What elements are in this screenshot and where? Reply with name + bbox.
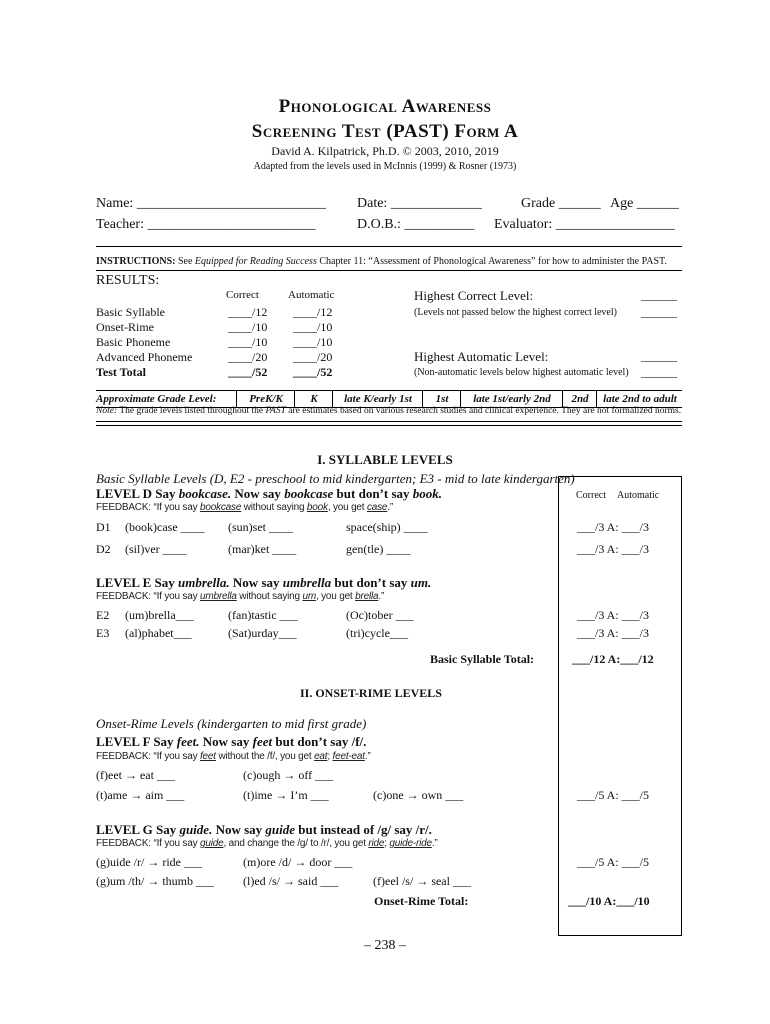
feedback-text: .” (431, 838, 438, 849)
page-number: – 238 – (364, 938, 406, 953)
feedback-text: , and change the /g/ to /r/, you get (223, 838, 369, 849)
feedback-text: ; (384, 838, 390, 849)
highest-correct-blank-2[interactable]: ______ (641, 305, 677, 319)
feedback-text: FEEDBACK: “If you say (96, 751, 200, 762)
item-id: D1 (96, 520, 111, 534)
level-g-mid: Now say (212, 822, 263, 837)
dob-field[interactable]: D.O.B.: __________ (357, 217, 475, 232)
results-row-label: Basic Phoneme (96, 335, 171, 349)
grade-level-cell: late 1st/early 2nd (460, 391, 563, 407)
test-item[interactable]: (Oc)tober ___ (346, 608, 414, 622)
results-row-label: Onset-Rime (96, 320, 154, 334)
grade-level-cell: K (294, 391, 333, 407)
title-line-1: Phonological Awareness (278, 96, 492, 117)
feedback-text: without the /f/, you get (215, 751, 315, 762)
item-id: E3 (96, 626, 110, 640)
level-e-feedback (96, 591, 384, 602)
results-row-correct[interactable]: ____/10 (228, 335, 268, 349)
level-d-word: bookcase (284, 486, 334, 501)
level-e-mid: Now say (229, 575, 280, 590)
score-col-correct: Correct (576, 490, 606, 501)
grade-note-text: The grade levels listed throughout the (117, 406, 266, 416)
test-item[interactable]: (l)ed /s/ → said ___ (243, 874, 339, 888)
results-total-correct[interactable]: ____/52 (228, 365, 268, 379)
test-item[interactable]: (g)uide /r/ → ride ___ (96, 855, 202, 869)
results-heading: RESULTS: (96, 273, 160, 288)
feedback-text: .” (378, 591, 385, 602)
level-f-feedback (96, 751, 371, 762)
level-f-label: LEVEL F Say (96, 734, 174, 749)
onset-rime-heading: II. ONSET-RIME LEVELS (300, 686, 442, 700)
test-item[interactable]: (sil)ver ____ (125, 542, 187, 556)
grade-level-label: Approximate Grade Level: (96, 393, 217, 405)
double-divider (96, 421, 682, 426)
item-score[interactable]: ___/3 A: ___/3 (577, 608, 650, 622)
feedback-text: .” (387, 502, 393, 513)
level-f-mid: Now say (199, 734, 250, 749)
highest-automatic-note: (Non-automatic levels below highest automatic level) (414, 367, 629, 378)
feedback-text: , you get (327, 502, 367, 513)
test-item[interactable]: (um)brella___ (125, 608, 194, 622)
name-field[interactable]: Name: ___________________________ (96, 196, 326, 211)
test-item[interactable]: (t)ame → aim ___ (96, 788, 185, 802)
test-item[interactable]: (tri)cycle___ (346, 626, 408, 640)
feedback-word: um (302, 591, 316, 602)
test-item[interactable]: (f)eel /s/ → seal ___ (373, 874, 471, 888)
item-id: D2 (96, 542, 111, 556)
test-item[interactable]: (c)ough → off ___ (243, 768, 334, 782)
level-f-end: but don’t say /f/. (275, 734, 367, 749)
test-item[interactable]: (g)um /th/ → thumb ___ (96, 874, 214, 888)
grade-level-cell: PreK/K (236, 391, 295, 407)
feedback-text: , you get (315, 591, 356, 602)
test-item[interactable]: space(ship) ____ (346, 520, 428, 534)
feedback-word: brella (355, 591, 379, 602)
feedback-text: FEEDBACK: “If you say (96, 838, 200, 849)
highest-automatic-label: Highest Automatic Level: (414, 349, 549, 364)
level-d-end: but don’t say (336, 486, 410, 501)
book-title: Equipped for Reading Success (194, 256, 317, 267)
item-score[interactable]: ___/3 A: ___/3 (577, 626, 650, 640)
grade-level-cell: 2nd (562, 391, 597, 407)
feedback-text: without saying (241, 502, 307, 513)
level-f-instruction (96, 734, 366, 750)
test-item[interactable]: (m)ore /d/ → door ___ (243, 855, 353, 869)
results-row-automatic[interactable]: ____/12 (293, 305, 333, 319)
feedback-word: case (366, 502, 388, 513)
item-score[interactable]: ___/5 A: ___/5 (577, 855, 650, 869)
syllable-total-score[interactable]: ___/12 A:___/12 (572, 652, 654, 666)
results-col-correct: Correct (226, 289, 259, 301)
results-row-automatic[interactable]: ____/20 (293, 350, 333, 364)
item-score[interactable]: ___/3 A: ___/3 (577, 542, 650, 556)
feedback-word: umbrella (199, 591, 237, 602)
score-col-automatic: Automatic (617, 490, 660, 501)
feedback-word: ride (368, 838, 385, 849)
feedback-text: FEEDBACK: “If you say (96, 591, 200, 602)
highest-correct-label: Highest Correct Level: (414, 288, 534, 303)
age-field[interactable]: Age ______ (610, 196, 679, 211)
title-line-2: Screening Test (PAST) Form A (251, 121, 519, 142)
grade-note-past: PAST (265, 406, 286, 416)
feedback-word: eat (314, 751, 328, 762)
instructions-text: See (175, 256, 195, 267)
teacher-field[interactable]: Teacher: ________________________ (96, 217, 316, 232)
grade-level-cell: late K/early 1st (332, 391, 423, 407)
results-col-automatic: Automatic (288, 289, 335, 301)
feedback-word: guide-ride (389, 838, 432, 849)
level-e-word: umbrella (282, 575, 332, 590)
highest-correct-note: (Levels not passed below the highest correct level) (414, 307, 617, 318)
results-row-automatic[interactable]: ____/10 (293, 320, 333, 334)
results-row-correct[interactable]: ____/20 (228, 350, 268, 364)
test-item[interactable]: (al)phabet___ (125, 626, 192, 640)
onset-rime-subheading: Onset-Rime Levels (kindergarten to mid first grade) (96, 716, 367, 731)
level-g-label: LEVEL G Say (96, 822, 177, 837)
level-e-end: but don’t say (334, 575, 408, 590)
date-field[interactable]: Date: _____________ (357, 196, 482, 211)
level-d-instruction (96, 486, 442, 502)
results-row-label: Advanced Phoneme (96, 350, 193, 364)
syllable-heading: I. SYLLABLE LEVELS (317, 452, 453, 467)
feedback-text: FEEDBACK: “If you say (96, 502, 200, 513)
grade-note-text-2: are estimates based on various research studies and clinical experience. They are not formalized norms. (285, 406, 682, 416)
divider (96, 270, 682, 271)
level-e-word: um. (410, 575, 432, 590)
item-id: E2 (96, 608, 110, 622)
instructions-label: INSTRUCTIONS: (96, 256, 176, 267)
grade-note-label: Note: (96, 406, 118, 416)
level-f-word: feet (252, 734, 273, 749)
level-f-word: feet. (176, 734, 200, 749)
feedback-word: bookcase (199, 502, 242, 513)
results-total-automatic[interactable]: ____/52 (293, 365, 333, 379)
item-score[interactable]: ___/5 A: ___/5 (577, 788, 650, 802)
highest-automatic-blank-2[interactable]: ______ (641, 365, 677, 379)
instructions (96, 256, 667, 267)
test-item[interactable]: (sun)set ____ (228, 520, 293, 534)
onset-rime-total-score[interactable]: ___/10 A:___/10 (568, 894, 650, 908)
highest-correct-blank[interactable]: ______ (641, 288, 677, 302)
level-g-word: guide (265, 822, 296, 837)
feedback-text: ; (327, 751, 333, 762)
level-e-label: LEVEL E Say (96, 575, 175, 590)
onset-rime-total-label: Onset-Rime Total: (374, 894, 469, 908)
feedback-text: .” (364, 751, 371, 762)
level-g-end: but instead of /g/ say /r/. (298, 822, 432, 837)
results-row-correct[interactable]: ____/12 (228, 305, 268, 319)
level-d-word: bookcase. (178, 486, 232, 501)
level-e-instruction (96, 575, 431, 591)
evaluator-field[interactable]: Evaluator: _________________ (494, 217, 675, 232)
level-g-feedback (96, 838, 438, 849)
results-total-label: Test Total (96, 365, 146, 379)
results-row-automatic[interactable]: ____/10 (293, 335, 333, 349)
grade-level-cell: 1st (422, 391, 461, 407)
level-g-word: guide. (179, 822, 213, 837)
highest-automatic-blank[interactable]: ______ (641, 349, 677, 363)
divider (96, 246, 682, 247)
syllable-total-label: Basic Syllable Total: (430, 652, 535, 666)
level-d-feedback (96, 502, 393, 513)
test-item[interactable]: (f)eet → eat ___ (96, 768, 175, 782)
level-d-word: book. (412, 486, 443, 501)
test-item[interactable]: (Sat)urday___ (228, 626, 297, 640)
feedback-word: feet (199, 751, 216, 762)
feedback-word: guide (199, 838, 224, 849)
test-item[interactable]: (mar)ket ____ (228, 542, 297, 556)
instructions-suffix: Chapter 11: “Assessment of Phonological Awareness” for how to administer the PAST. (316, 256, 667, 267)
level-d-label: LEVEL D Say (96, 486, 176, 501)
level-e-word: umbrella. (178, 575, 230, 590)
feedback-word: book (306, 502, 328, 513)
results-row-label: Basic Syllable (96, 305, 165, 319)
author-line: David A. Kilpatrick, Ph.D. © 2003, 2010, 2019 (271, 144, 499, 158)
adapted-line: Adapted from the levels used in McInnis (1999) & Rosner (1973) (253, 161, 517, 172)
test-item[interactable]: (c)one → own ___ (373, 788, 464, 802)
level-g-instruction (96, 822, 432, 838)
level-d-mid: Now say (231, 486, 281, 501)
test-item[interactable]: (fan)tastic ___ (228, 608, 298, 622)
test-item[interactable]: (t)ime → I’m ___ (243, 788, 329, 802)
test-item[interactable]: gen(tle) ____ (346, 542, 411, 556)
feedback-word: feet-eat (332, 751, 365, 762)
grade-level-cell: late 2nd to adult (596, 391, 683, 407)
syllable-subheading: Basic Syllable Levels (D, E2 - preschool to mid kindergarten; E3 - mid to late kindergarten) (96, 471, 575, 486)
test-item[interactable]: (book)case ____ (125, 520, 205, 534)
item-score[interactable]: ___/3 A: ___/3 (577, 520, 650, 534)
results-row-correct[interactable]: ____/10 (228, 320, 268, 334)
grade-note (96, 406, 681, 416)
grade-field[interactable]: Grade ______ (521, 196, 601, 211)
feedback-text: without saying (236, 591, 303, 602)
